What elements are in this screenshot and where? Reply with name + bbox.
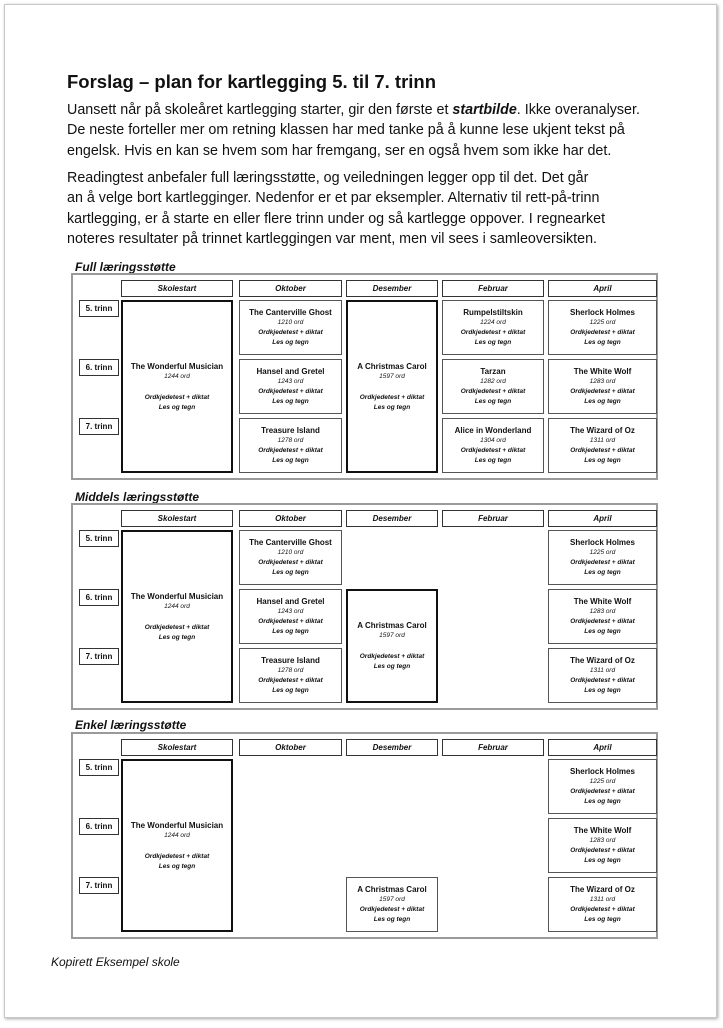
grade-label: 5. trinn — [79, 530, 119, 547]
book-title: The Wonderful Musician — [130, 361, 224, 371]
book-title: The Canterville Ghost — [249, 538, 332, 547]
test-activity: Les og tegn — [584, 569, 621, 576]
column-header: Skolestart — [121, 739, 233, 756]
column-header: Februar — [442, 280, 544, 297]
grade-label: 7. trinn — [79, 648, 119, 665]
book-title: Hansel and Gretel — [256, 367, 325, 376]
document-page — [4, 4, 717, 1018]
test-activity: Ordkjedetest + diktat — [359, 906, 425, 913]
book-cell — [548, 877, 657, 932]
test-activity: Ordkjedetest + diktat — [258, 329, 323, 336]
column-header: Skolestart — [121, 280, 233, 297]
word-count: 1224 ord — [480, 319, 506, 326]
book-title: The Wonderful Musician — [130, 820, 224, 830]
word-count: 1225 ord — [589, 319, 616, 326]
word-count: 1304 ord — [480, 437, 506, 444]
test-activity: Ordkjedetest + diktat — [570, 329, 635, 336]
plan-grid — [71, 273, 658, 480]
book-cell — [548, 300, 657, 355]
test-activity: Les og tegn — [584, 628, 621, 635]
column-header: Skolestart — [121, 510, 233, 527]
test-activity: Les og tegn — [272, 457, 309, 464]
column-header: Februar — [442, 739, 544, 756]
test-activity: Les og tegn — [373, 663, 411, 670]
book-title: A Christmas Carol — [357, 621, 427, 630]
explanation-line: kartlegging, er å starte en eller flere trinn under og så kartlegge oppover. I regnearket — [67, 210, 606, 227]
test-activity: Ordkjedetest + diktat — [144, 393, 210, 401]
test-activity: Ordkjedetest + diktat — [144, 852, 210, 860]
book-cell — [346, 877, 438, 932]
intro-line — [67, 100, 667, 120]
book-title: Hansel and Gretel — [256, 597, 325, 606]
test-activity: Les og tegn — [272, 398, 309, 405]
book-cell — [442, 418, 544, 473]
word-count: 1597 ord — [379, 372, 405, 380]
test-activity: Les og tegn — [373, 403, 411, 411]
book-cell — [548, 530, 657, 585]
test-activity: Les og tegn — [158, 403, 196, 411]
word-count: 1210 ord — [277, 549, 304, 556]
word-count: 1243 ord — [277, 378, 304, 385]
grade-label: 7. trinn — [79, 418, 119, 435]
word-count: 1597 ord — [379, 632, 405, 639]
book-title: Alice in Wonderland — [454, 426, 532, 435]
test-activity: Ordkjedetest + diktat — [570, 388, 635, 395]
book-cell — [239, 300, 342, 355]
book-cell — [239, 589, 342, 644]
explanation-paragraph — [67, 168, 667, 250]
intro-line: engelsk. Hvis en kan se hvem som har fremgang, ser en også hvem som ikke har det. — [67, 142, 612, 159]
section-title: Enkel læringsstøtte — [75, 718, 187, 732]
column-header: April — [548, 510, 657, 527]
book-cell — [239, 530, 342, 585]
copyright-footer: Kopirett Eksempel skole — [51, 955, 180, 969]
book-cell — [346, 589, 438, 703]
intro-line: De neste forteller mer om retning klassen har med tanke på å kunne lese ukjent tekst på — [67, 122, 625, 139]
grade-label: 5. trinn — [79, 759, 119, 776]
intro-text: . Ikke overanalyser. — [516, 102, 640, 118]
test-activity: Ordkjedetest + diktat — [570, 618, 635, 625]
book-cell — [548, 418, 657, 473]
book-title: The White Wolf — [573, 367, 632, 376]
word-count: 1244 ord — [164, 372, 190, 380]
test-activity: Les og tegn — [584, 687, 621, 694]
word-count: 1225 ord — [589, 778, 616, 785]
book-title: A Christmas Carol — [357, 885, 427, 894]
word-count: 1311 ord — [589, 896, 616, 903]
grade-label: 6. trinn — [79, 359, 119, 376]
test-activity: Les og tegn — [272, 569, 309, 576]
test-activity: Les og tegn — [474, 457, 512, 464]
explanation-line: noteres resultater på trinnet kartleggingen var ment, men vil sees i samleoversikten. — [67, 231, 598, 248]
test-activity: Les og tegn — [584, 857, 621, 864]
column-header: Desember — [346, 510, 438, 527]
intro-emphasis: startbilde — [452, 102, 517, 118]
test-activity: Ordkjedetest + diktat — [258, 388, 323, 395]
column-header: Desember — [346, 739, 438, 756]
test-activity: Les og tegn — [474, 398, 512, 405]
test-activity: Ordkjedetest + diktat — [570, 677, 635, 684]
column-header: April — [548, 739, 657, 756]
book-title: The Wizard of Oz — [570, 656, 635, 665]
explanation-line: an å velge bort kartlegginger. Nedenfor er et par eksempler. Alternativ til rett-på-trinn — [67, 190, 600, 207]
book-cell — [121, 759, 233, 932]
test-activity: Ordkjedetest + diktat — [570, 447, 635, 454]
word-count: 1283 ord — [589, 608, 616, 615]
column-header: Februar — [442, 510, 544, 527]
book-cell — [346, 300, 438, 473]
word-count: 1225 ord — [589, 549, 616, 556]
test-activity: Ordkjedetest + diktat — [258, 447, 323, 454]
book-title: A Christmas Carol — [357, 361, 427, 371]
test-activity: Ordkjedetest + diktat — [570, 847, 635, 854]
book-cell — [548, 648, 657, 703]
section-title: Middels læringsstøtte — [75, 490, 200, 504]
word-count: 1278 ord — [277, 667, 304, 674]
test-activity: Les og tegn — [584, 398, 621, 405]
test-activity: Ordkjedetest + diktat — [258, 618, 323, 625]
test-activity: Ordkjedetest + diktat — [570, 906, 635, 913]
test-activity: Les og tegn — [158, 862, 196, 870]
test-activity: Ordkjedetest + diktat — [460, 388, 526, 395]
book-cell — [442, 359, 544, 414]
word-count: 1244 ord — [164, 831, 190, 839]
book-title: Rumpelstiltskin — [463, 308, 523, 317]
book-title: Sherlock Holmes — [570, 538, 635, 547]
plan-grid — [71, 503, 658, 710]
word-count: 1597 ord — [379, 896, 405, 903]
test-activity: Ordkjedetest + diktat — [359, 653, 425, 660]
book-title: The White Wolf — [573, 826, 632, 835]
test-activity: Les og tegn — [158, 633, 196, 641]
book-title: Treasure Island — [261, 426, 320, 435]
intro-paragraph — [67, 100, 667, 161]
book-cell — [548, 759, 657, 814]
test-activity: Les og tegn — [272, 628, 309, 635]
page-title: Forslag – plan for kartlegging 5. til 7. trinn — [67, 71, 437, 92]
word-count: 1244 ord — [164, 602, 190, 610]
book-title: The Wizard of Oz — [570, 426, 635, 435]
word-count: 1210 ord — [277, 319, 304, 326]
test-activity: Ordkjedetest + diktat — [570, 788, 635, 795]
test-activity: Les og tegn — [584, 916, 621, 923]
test-activity: Les og tegn — [272, 687, 309, 694]
book-title: The Canterville Ghost — [249, 308, 332, 317]
test-activity: Les og tegn — [584, 457, 621, 464]
book-cell — [442, 300, 544, 355]
test-activity: Les og tegn — [584, 798, 621, 805]
book-title: Treasure Island — [261, 656, 320, 665]
book-title: Sherlock Holmes — [570, 767, 635, 776]
word-count: 1283 ord — [589, 378, 616, 385]
column-header: April — [548, 280, 657, 297]
test-activity: Ordkjedetest + diktat — [460, 447, 526, 454]
word-count: 1282 ord — [480, 378, 506, 385]
book-cell — [239, 359, 342, 414]
plan-grid — [71, 732, 658, 939]
column-header: Desember — [346, 280, 438, 297]
book-title: Sherlock Holmes — [570, 308, 635, 317]
test-activity: Les og tegn — [474, 339, 512, 346]
word-count: 1311 ord — [589, 667, 616, 674]
book-cell — [121, 530, 233, 703]
word-count: 1278 ord — [277, 437, 304, 444]
word-count: 1283 ord — [589, 837, 616, 844]
book-cell — [548, 818, 657, 873]
test-activity: Les og tegn — [272, 339, 309, 346]
book-cell — [548, 359, 657, 414]
intro-text: Uansett når på skoleåret kartlegging starter, gir den første et — [67, 102, 453, 118]
book-cell — [121, 300, 233, 473]
explanation-line: Readingtest anbefaler full læringsstøtte, og veiledningen legger opp til det. Det går — [67, 170, 589, 186]
test-activity: Les og tegn — [584, 339, 621, 346]
grade-label: 6. trinn — [79, 589, 119, 606]
book-cell — [239, 648, 342, 703]
word-count: 1243 ord — [277, 608, 304, 615]
test-activity: Ordkjedetest + diktat — [144, 623, 210, 631]
column-header: Oktober — [239, 739, 342, 756]
book-title: Tarzan — [480, 367, 506, 376]
column-header: Oktober — [239, 510, 342, 527]
grade-label: 5. trinn — [79, 300, 119, 317]
test-activity: Ordkjedetest + diktat — [570, 559, 635, 566]
book-cell — [239, 418, 342, 473]
column-header: Oktober — [239, 280, 342, 297]
test-activity: Ordkjedetest + diktat — [460, 329, 526, 336]
section-title: Full læringsstøtte — [75, 260, 176, 274]
test-activity: Ordkjedetest + diktat — [258, 559, 323, 566]
book-cell — [548, 589, 657, 644]
book-title: The Wizard of Oz — [570, 885, 635, 894]
test-activity: Ordkjedetest + diktat — [258, 677, 323, 684]
book-title: The White Wolf — [573, 597, 632, 606]
grade-label: 6. trinn — [79, 818, 119, 835]
test-activity: Les og tegn — [373, 916, 411, 923]
word-count: 1311 ord — [589, 437, 616, 444]
grade-label: 7. trinn — [79, 877, 119, 894]
book-title: The Wonderful Musician — [130, 591, 224, 601]
test-activity: Ordkjedetest + diktat — [359, 393, 425, 401]
